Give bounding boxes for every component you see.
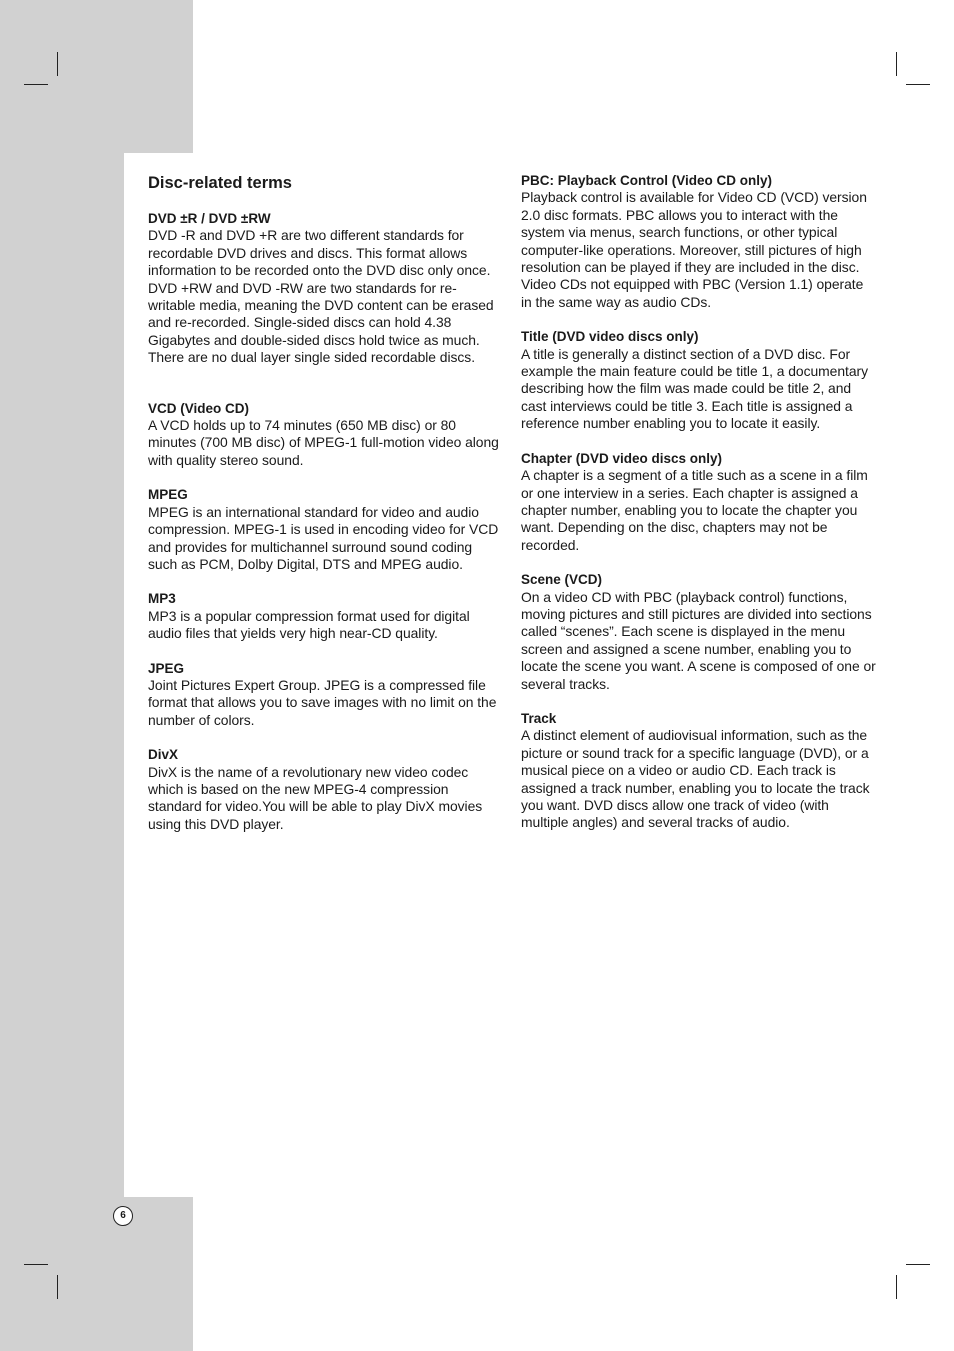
term-body: A VCD holds up to 74 minutes (650 MB disc) or 80 minutes (700 MB disc) of MPEG-1 full-motion video along with quality stereo sound.	[148, 417, 499, 468]
term-heading: Track	[521, 710, 557, 726]
right-column	[521, 172, 876, 832]
term-heading: MP3	[148, 591, 176, 607]
term-heading: DivX	[148, 747, 179, 763]
crop-mark	[906, 1264, 930, 1265]
side-band	[0, 0, 193, 153]
term-body: A distinct element of audiovisual information, such as the picture or sound track for a specific language (DVD), or a musical piece on a video or audio CD. Each track is assigned a track number, enabling you to locate the track you want. DVD discs allow one track of video (with multiple angles) and several tracks of audio.	[521, 727, 870, 831]
side-band	[124, 1197, 193, 1351]
left-column	[148, 172, 500, 833]
term-scene	[521, 571, 876, 693]
term-heading: JPEG	[148, 660, 185, 676]
side-band	[0, 153, 124, 1351]
crop-mark	[24, 84, 48, 85]
term-body: A title is generally a distinct section of a DVD disc. For example the main feature could be title 1, a documentary describing how the film was made could be title 2, and cast interviews could be title 3. Each title is assigned a reference number enabling you to locate it easily.	[521, 345, 868, 432]
crop-mark	[57, 1275, 58, 1299]
term-body: Joint Pictures Expert Group. JPEG is a compressed file format that allows you to save images with no limit on the number of colors.	[148, 676, 497, 728]
term-body: A chapter is a segment of a title such as a scene in a film or one interview in a series. Each chapter is assigned a chapter number, enabling you to locate the chapter you want. Depending on the disc, chapters may not be recorded.	[521, 467, 868, 553]
term-chapter	[521, 450, 876, 554]
term-divx	[148, 746, 500, 833]
term-vcd	[148, 400, 500, 470]
crop-mark	[906, 84, 930, 85]
crop-mark	[896, 52, 897, 76]
term-heading: DVD ±R / DVD ±RW	[148, 211, 271, 226]
term-pbc	[521, 172, 876, 311]
term-heading: VCD (Video CD)	[148, 400, 250, 416]
term-heading: Chapter (DVD video discs only)	[521, 450, 723, 466]
page-number: 6	[113, 1206, 133, 1226]
term-body: MPEG is an international standard for video and audio compression. MPEG-1 is used in encoding video for VCD and provides for multichannel surround sound coding such as PCM, Dolby Digital, DTS and MPEG audio.	[148, 503, 499, 572]
term-heading: PBC: Playback Control (Video CD only)	[521, 173, 773, 188]
term-title	[521, 328, 876, 432]
term-body: DVD -R and DVD +R are two different standards for recordable DVD drives and discs. This format allows information to be recorded onto the DVD disc only once. DVD +RW and DVD -RW are two standards for re-writable media, meaning the DVD content can be erased and re-recorded. Single-sided discs can hold 4.38 Gigabytes and double-sided discs hold twice as much. There are no dual layer single sided recordable discs.	[148, 227, 494, 366]
term-mp3	[148, 590, 500, 642]
section-title: Disc-related terms	[148, 174, 292, 192]
term-dvd-r-rw	[148, 210, 500, 367]
crop-mark	[896, 1275, 897, 1299]
term-body: MP3 is a popular compression format used for digital audio files that yields very high near-CD quality.	[148, 607, 470, 642]
term-body: Playback control is available for Video CD (VCD) version 2.0 disc formats. PBC allows you to interact with the system via menus, search functions, or other typical computer-like operations. Moreover, still pictures of high resolution can be played if they are included in the disc. Video CDs not equipped with PBC (Version 1.1) operate in the same way as audio CDs.	[521, 189, 867, 310]
crop-mark	[24, 1264, 48, 1265]
term-track	[521, 710, 876, 832]
term-heading: Scene (VCD)	[521, 572, 603, 588]
term-heading: MPEG	[148, 487, 188, 503]
term-body: DivX is the name of a revolutionary new video codec which is based on the new MPEG-4 compression standard for video.You will be able to play DivX movies using this DVD player.	[148, 763, 483, 832]
term-mpeg	[148, 486, 500, 573]
crop-mark	[57, 52, 58, 76]
term-heading: Title (DVD video discs only)	[521, 329, 699, 345]
term-jpeg	[148, 660, 500, 730]
term-body: On a video CD with PBC (playback control) functions, moving pictures and still pictures are divided into sections called “scenes”. Each scene is displayed in the menu screen and assigned a scene number, enabling you to locate the scene you want. A scene is composed of one or several tracks.	[521, 588, 876, 692]
